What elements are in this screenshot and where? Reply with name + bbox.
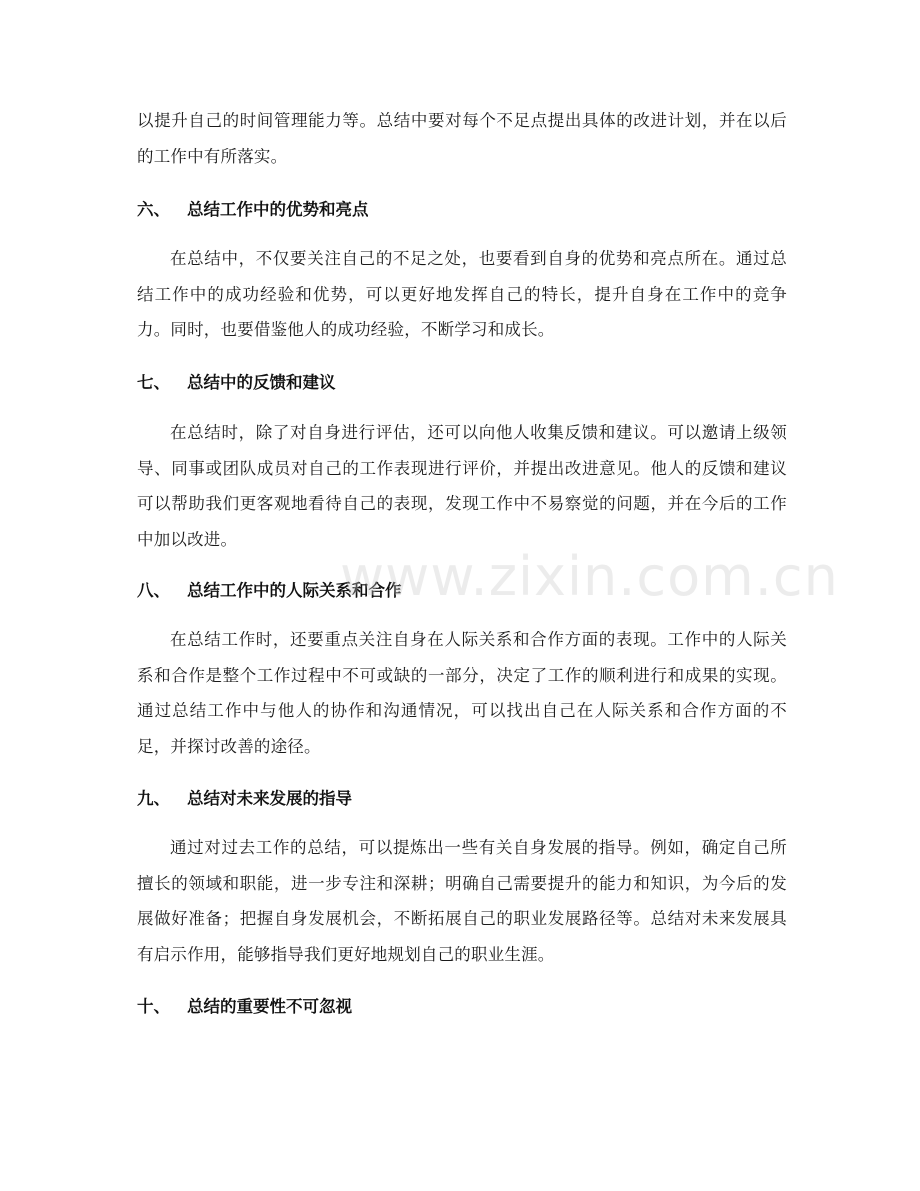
paragraph-strengths: 在总结中，不仅要关注自己的不足之处，也要看到自身的优势和亮点所在。通过总结工作中的成功经验和优势，可以更好地发挥自己的特长，提升自身在工作中的竞争力。同时，也要借鉴他人的成功经验，不断学习和成长。 bbox=[137, 249, 787, 340]
section-number: 十、 bbox=[137, 997, 170, 1016]
section-heading-9 bbox=[137, 788, 787, 810]
paragraph-continuation: 以提升自己的时间管理能力等。总结中要对每个不足点提出具体的改进计划，并在以后的工作中有所落实。 bbox=[137, 111, 787, 166]
section-title: 总结的重要性不可忽视 bbox=[187, 997, 352, 1016]
section-number: 七、 bbox=[137, 373, 170, 392]
section-number: 八、 bbox=[137, 581, 170, 600]
paragraph-future-guidance: 通过对过去工作的总结，可以提炼出一些有关自身发展的指导。例如，确定自己所擅长的领域和职能，进一步专注和深耕；明确自己需要提升的能力和知识，为今后的发展做好准备；把握自身发展机会，不断拓展自己的职业发展路径等。总结对未来发展具有启示作用，能够指导我们更好地规划自己的职业生涯。 bbox=[137, 838, 787, 964]
paragraph-cooperation: 在总结工作时，还要重点关注自身在人际关系和合作方面的表现。工作中的人际关系和合作是整个工作过程中不可或缺的一部分，决定了工作的顺利进行和成果的实现。通过总结工作中与他人的协作和沟通情况，可以找出自己在人际关系和合作方面的不足，并探讨改善的途径。 bbox=[137, 630, 787, 756]
section-heading-8 bbox=[137, 580, 787, 602]
section-title: 总结对未来发展的指导 bbox=[187, 789, 352, 808]
watermark: www.zixin.com.cn bbox=[340, 545, 839, 608]
section-heading-10 bbox=[137, 996, 787, 1018]
section-title: 总结工作中的人际关系和合作 bbox=[187, 581, 402, 600]
section-number: 九、 bbox=[137, 789, 170, 808]
section-heading-7 bbox=[137, 372, 787, 394]
section-heading-6 bbox=[137, 199, 787, 221]
paragraph-feedback: 在总结时，除了对自身进行评估，还可以向他人收集反馈和建议。可以邀请上级领导、同事或团队成员对自己的工作表现进行评价，并提出改进意见。他人的反馈和建议可以帮助我们更客观地看待自己的表现，发现工作中不易察觉的问题，并在今后的工作中加以改进。 bbox=[137, 423, 787, 549]
section-title: 总结工作中的优势和亮点 bbox=[187, 200, 369, 219]
section-number: 六、 bbox=[137, 200, 170, 219]
section-title: 总结中的反馈和建议 bbox=[187, 373, 336, 392]
